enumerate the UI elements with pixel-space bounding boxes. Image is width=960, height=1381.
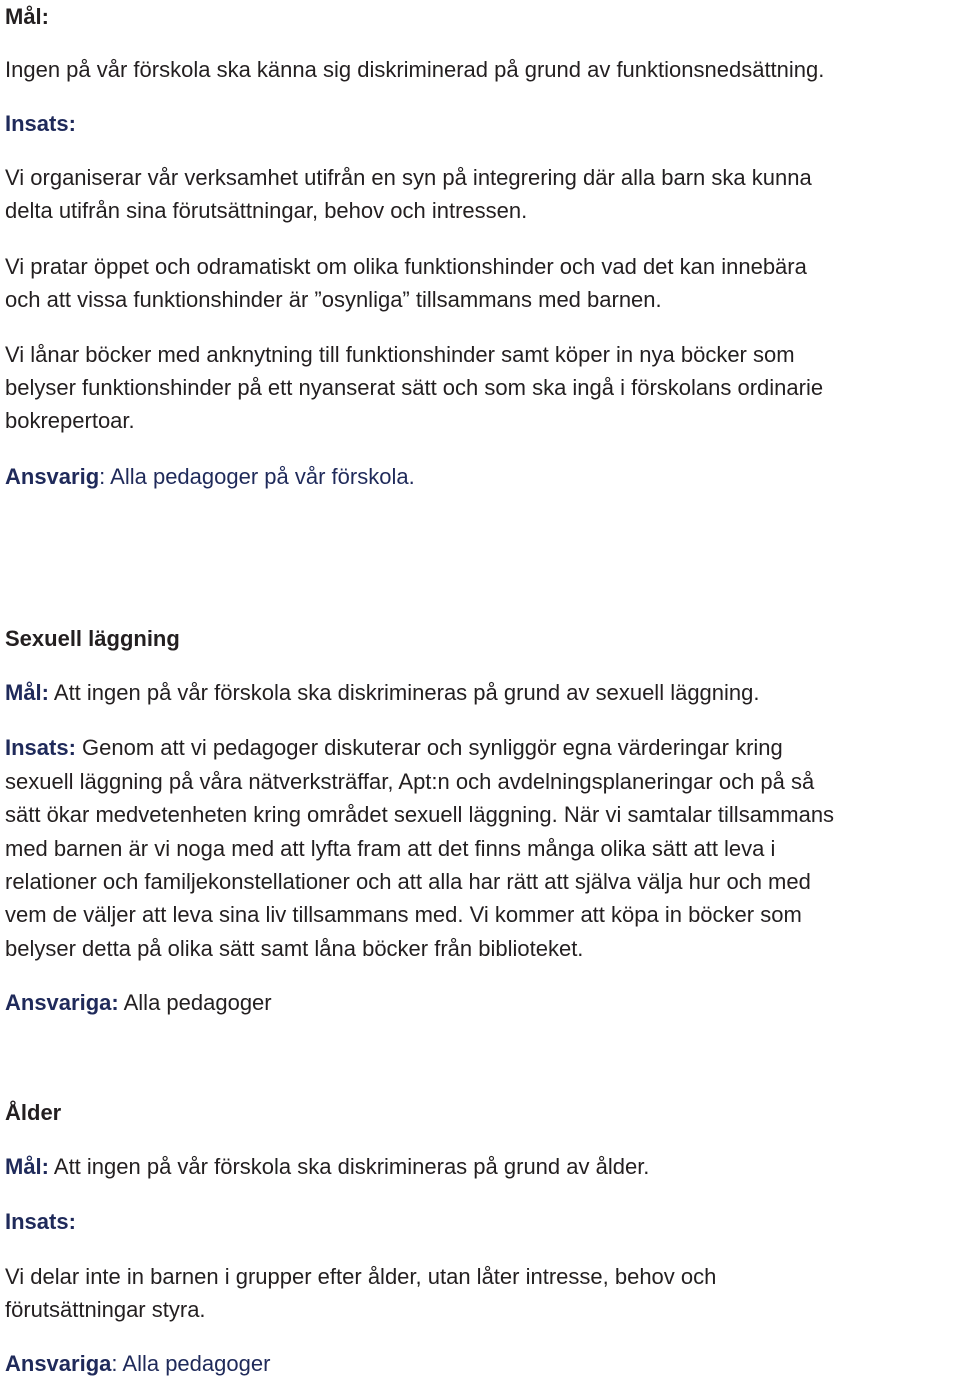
insats-line-3: sätt ökar medvetenheten kring området sexuell läggning. När vi samtalar tillsammans (5, 802, 835, 827)
mal-label: Mål: (5, 4, 49, 29)
paragraph-age-1: Vi delar inte in barnen i grupper efter ålder, utan låter intresse, behov och (5, 1264, 717, 1289)
insats-label: Insats: (5, 111, 76, 136)
mal-line-sexual-orientation (5, 676, 955, 710)
ansvariga-label: Ansvariga (5, 1351, 112, 1376)
ansvariga-text: Alla pedagoger (118, 990, 272, 1015)
section-heading-age: Ålder (5, 1100, 62, 1125)
insats-text: Genom att vi pedagoger diskuterar och synliggör egna värderingar kring (75, 735, 783, 760)
insats-label: Insats: (5, 735, 76, 760)
paragraph-integration-1: Vi organiserar vår verksamhet utifrån en syn på integrering där alla barn ska kunna (5, 165, 812, 190)
ansvariga-line-sexual-orientation (5, 986, 955, 1020)
insats-line-2: sexuell läggning på våra nätverksträffar, Apt:n och avdelningsplaneringar och på så (5, 769, 815, 794)
ansvarig-line (5, 460, 955, 494)
insats-line-1 (5, 731, 955, 765)
paragraph-integration-2: delta utifrån sina förutsättningar, behov och intressen. (5, 198, 528, 223)
insats-line-4: med barnen är vi noga med att lyfta fram att det finns många olika sätt att leva i (5, 836, 776, 861)
ansvarig-label: Ansvarig (5, 464, 100, 489)
paragraph-age-2: förutsättningar styra. (5, 1297, 206, 1322)
mal-label: Mål: (5, 680, 49, 705)
mal-label: Mål: (5, 1154, 49, 1179)
insats-line-6: vem de väljer att leva sina liv tillsammans med. Vi kommer att köpa in böcker som (5, 902, 802, 927)
mal-text: Att ingen på vår förskola ska diskrimineras på grund av ålder. (49, 1154, 650, 1179)
mal-text: Att ingen på vår förskola ska diskrimineras på grund av sexuell läggning. (49, 680, 760, 705)
paragraph-books-3: bokrepertoar. (5, 408, 135, 433)
insats-line-5: relationer och familjekonstellationer och att alla har rätt att själva välja hur och med (5, 869, 811, 894)
insats-label-age: Insats: (5, 1209, 76, 1234)
ansvariga-line-age (5, 1347, 955, 1381)
mal-line-age (5, 1150, 955, 1184)
paragraph-books-2: belyser funktionshinder på ett nyanserat sätt och som ska ingå i förskolans ordinarie (5, 375, 824, 400)
paragraph-talk-2: och att vissa funktionshinder är ”osynliga” tillsammans med barnen. (5, 287, 662, 312)
paragraph-talk-1: Vi pratar öppet och odramatiskt om olika funktionshinder och vad det kan innebära (5, 254, 807, 279)
ansvariga-label: Ansvariga: (5, 990, 119, 1015)
ansvariga-text: : Alla pedagoger (111, 1351, 271, 1376)
insats-line-7: belyser detta på olika sätt samt låna böcker från biblioteket. (5, 936, 584, 961)
section-heading-sexual-orientation: Sexuell läggning (5, 626, 180, 651)
paragraph-books-1: Vi lånar böcker med anknytning till funktionshinder samt köper in nya böcker som (5, 342, 795, 367)
ansvarig-text: : Alla pedagoger på vår förskola. (99, 464, 415, 489)
mal-text: Ingen på vår förskola ska känna sig diskriminerad på grund av funktionsnedsättning. (5, 57, 825, 82)
